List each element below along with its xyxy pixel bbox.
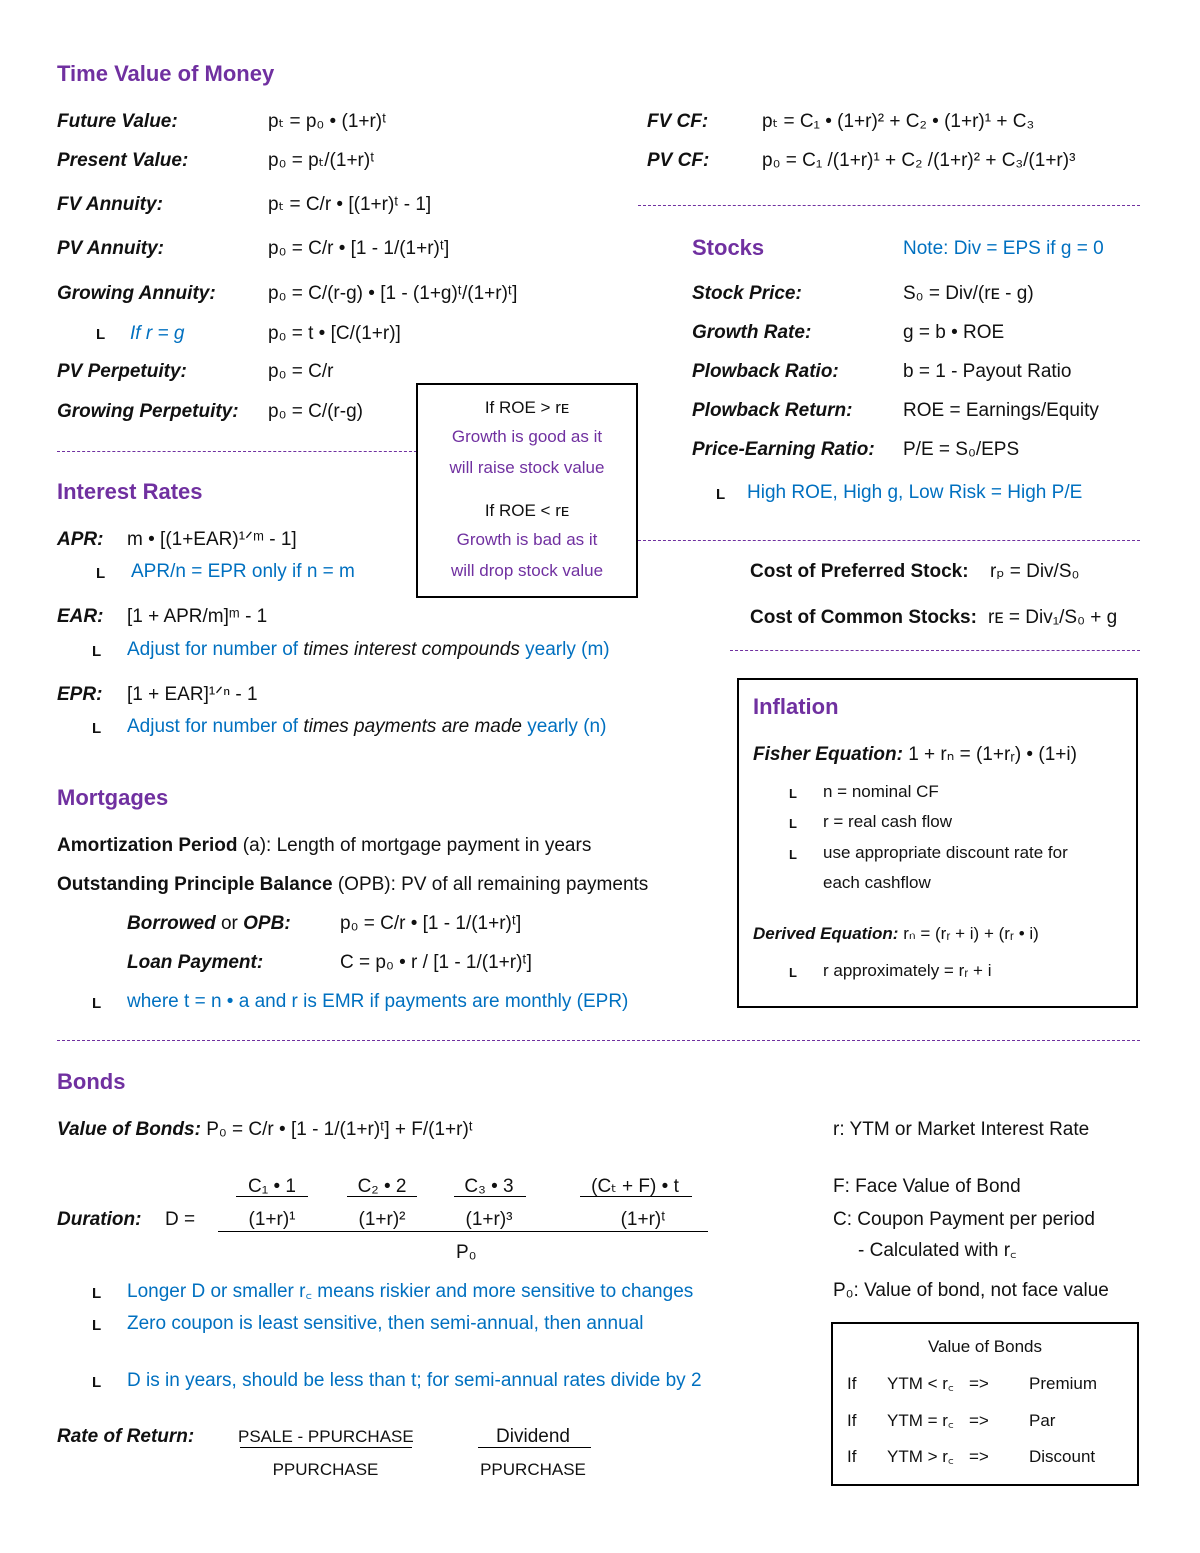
approx-note: r approximately = rᵣ + i [823, 961, 992, 980]
high-pe-note: High ROE, High g, Low Risk = High P/E [747, 482, 1083, 503]
fvcf-label: FV CF: [647, 111, 709, 132]
bond-row-arrow: => [969, 1411, 989, 1430]
pvp-label: PV Perpetuity: [57, 361, 187, 382]
fraction-bar [478, 1447, 591, 1448]
divider [638, 205, 1140, 206]
pe-label: Price-Earning Ratio: [692, 439, 875, 460]
dividend-numerator: Dividend [496, 1426, 570, 1447]
def-calc: - Calculated with r꜀ [858, 1240, 1017, 1261]
ear-note: Adjust for number of times interest compounds yearly (m) [127, 639, 610, 660]
fv-label: Future Value: [57, 111, 178, 132]
roe-box-line: will raise stock value [449, 458, 605, 477]
bond-row-arrow: => [969, 1447, 989, 1466]
fva-formula: pₜ = C/r • [(1+r)ᵗ - 1] [268, 194, 432, 215]
preferred-label: Cost of Preferred Stock: [750, 561, 969, 582]
epr-label: EPR: [57, 684, 103, 705]
inflation-note: r = real cash flow [823, 812, 952, 831]
ear-label: EAR: [57, 606, 104, 627]
epr-formula: [1 + EAR]¹ᐟⁿ - 1 [127, 684, 258, 705]
plowback-label: Plowback Ratio: [692, 361, 839, 382]
duration-note: Longer D or smaller r꜀ means riskier and more sensitive to changes [127, 1281, 694, 1302]
amortization-line: Amortization Period (a): Length of mortgage payment in years [57, 835, 592, 856]
dividend-denominator: PPURCHASE [480, 1460, 586, 1479]
bond-row-if: If [847, 1374, 857, 1393]
duration-denominator: (1+r)² [358, 1209, 406, 1230]
divider [638, 540, 1140, 541]
bullet-marker: L [92, 1374, 102, 1391]
fraction-bar [236, 1196, 308, 1197]
duration-label: Duration: [57, 1209, 142, 1230]
r-equals-g-formula: p₀ = t • [C/(1+r)] [268, 323, 401, 344]
bond-row-if: If [847, 1411, 857, 1430]
growth-label: Growth Rate: [692, 322, 812, 343]
apr-formula: m • [(1+EAR)¹ᐟᵐ - 1] [127, 529, 297, 550]
bullet-marker: L [789, 786, 797, 801]
def-p0: P₀: Value of bond, not face value [833, 1280, 1109, 1301]
tvm-heading: Time Value of Money [57, 61, 275, 86]
ror-numerator: PSALE - PPURCHASE [238, 1427, 414, 1446]
ga-formula: p₀ = C/(r-g) • [1 - (1+g)ᵗ/(1+r)ᵗ] [268, 283, 518, 304]
def-f: F: Face Value of Bond [833, 1176, 1021, 1197]
fva-label: FV Annuity: [57, 194, 163, 215]
bonds-heading: Bonds [57, 1069, 126, 1094]
divider [730, 650, 1140, 651]
bullet-marker: L [716, 486, 726, 503]
apr-note: APR/n = EPR only if n = m [131, 561, 355, 582]
inflation-note: each cashflow [823, 873, 931, 892]
bond-row-cond: YTM < r꜀ [887, 1374, 954, 1393]
pva-label: PV Annuity: [57, 238, 164, 259]
preferred-formula: rₚ = Div/S₀ [990, 561, 1080, 582]
roe-box-line: If ROE < rᴇ [484, 501, 570, 520]
bond-table-title: Value of Bonds [927, 1337, 1043, 1356]
fvcf-formula: pₜ = C₁ • (1+r)² + C₂ • (1+r)¹ + C₃ [762, 111, 1035, 132]
borrowed-label: Borrowed or OPB: [127, 913, 291, 934]
fisher-equation: Fisher Equation: 1 + rₙ = (1+rᵣ) • (1+i) [753, 744, 1077, 765]
loan-payment-label: Loan Payment: [127, 952, 264, 973]
bullet-marker: L [789, 847, 797, 862]
fraction-bar [240, 1447, 412, 1448]
pv-label: Present Value: [57, 150, 189, 171]
fraction-bar [347, 1196, 417, 1197]
bullet-marker: L [789, 965, 797, 980]
mortgages-heading: Mortgages [57, 785, 169, 810]
interest-heading: Interest Rates [57, 479, 203, 504]
bond-value-table [831, 1322, 1139, 1486]
fraction-bar [454, 1196, 526, 1197]
plowreturn-formula: ROE = Earnings/Equity [903, 400, 1099, 421]
opb-line: Outstanding Principle Balance (OPB): PV of all remaining payments [57, 874, 649, 895]
def-r: r: YTM or Market Interest Rate [833, 1119, 1090, 1140]
roe-box [416, 383, 638, 598]
roe-box-line: Growth is good as it [451, 427, 603, 446]
roe-box-line: Growth is bad as it [456, 530, 598, 549]
bullet-marker: L [789, 816, 797, 831]
inflation-heading: Inflation [753, 694, 839, 719]
plowback-formula: b = 1 - Payout Ratio [903, 361, 1072, 382]
r-equals-g-label: If r = g [130, 323, 185, 344]
duration-p0: P₀ [456, 1242, 477, 1263]
common-label: Cost of Common Stocks: [750, 607, 977, 628]
bond-row-result: Premium [1029, 1374, 1098, 1393]
bullet-marker: L [92, 720, 102, 737]
roe-box-line: will drop stock value [450, 561, 604, 580]
common-formula: rᴇ = Div₁/S₀ + g [988, 607, 1118, 628]
duration-note: Zero coupon is least sensitive, then semi-annual, then annual [127, 1313, 644, 1334]
derived-equation: Derived Equation: rₙ = (rᵣ + i) + (rᵣ • i) [753, 924, 1039, 943]
stock-price-formula: S₀ = Div/(rᴇ - g) [903, 283, 1034, 304]
loan-payment-formula: C = p₀ • r / [1 - 1/(1+r)ᵗ] [340, 952, 532, 973]
ror-denominator: PPURCHASE [272, 1460, 379, 1479]
ror-label: Rate of Return: [57, 1426, 195, 1447]
epr-note: Adjust for number of times payments are made yearly (n) [127, 716, 607, 737]
ga-label: Growing Annuity: [57, 283, 216, 304]
inflation-note: use appropriate discount rate for [823, 843, 1068, 862]
duration-numerator: C₃ • 3 [464, 1176, 514, 1197]
duration-note: D is in years, should be less than t; for semi-annual rates divide by 2 [127, 1370, 702, 1391]
bullet-marker: L [92, 643, 102, 660]
apr-label: APR: [57, 529, 104, 550]
bond-row-cond: YTM > r꜀ [887, 1447, 954, 1466]
duration-denominator: (1+r)¹ [248, 1209, 296, 1230]
def-c: C: Coupon Payment per period [833, 1209, 1095, 1230]
duration-numerator: C₁ • 1 [248, 1176, 296, 1197]
bond-row-result: Discount [1029, 1447, 1096, 1466]
fv-formula: pₜ = p₀ • (1+r)ᵗ [268, 111, 387, 132]
pva-formula: p₀ = C/r • [1 - 1/(1+r)ᵗ] [268, 238, 450, 259]
divider [57, 1040, 1140, 1041]
pv-formula: p₀ = pₜ/(1+r)ᵗ [268, 150, 375, 171]
pvp-formula: p₀ = C/r [268, 361, 334, 382]
inflation-note: n = nominal CF [823, 782, 939, 801]
bond-row-cond: YTM = r꜀ [887, 1411, 954, 1430]
ear-formula: [1 + APR/m]ᵐ - 1 [127, 606, 268, 627]
gp-label: Growing Perpetuity: [57, 401, 239, 422]
bullet-marker: L [92, 1317, 102, 1334]
duration-numerator: C₂ • 2 [357, 1176, 407, 1197]
inflation-box [737, 678, 1138, 1008]
pvcf-label: PV CF: [647, 150, 710, 171]
duration-denominator: (1+r)ᵗ [620, 1209, 666, 1230]
stocks-heading: Stocks [692, 235, 765, 260]
bond-row-arrow: => [969, 1374, 989, 1393]
mortgage-note: where t = n • a and r is EMR if payments are monthly (EPR) [127, 991, 629, 1012]
pe-formula: P/E = S₀/EPS [903, 439, 1020, 460]
roe-box-line: If ROE > rᴇ [484, 398, 570, 417]
duration-numerator: (Cₜ + F) • t [591, 1176, 679, 1197]
borrowed-formula: p₀ = C/r • [1 - 1/(1+r)ᵗ] [340, 913, 522, 934]
duration-denominator: (1+r)³ [465, 1209, 513, 1230]
duration-d: D = [165, 1209, 196, 1230]
bond-row-if: If [847, 1447, 857, 1466]
plowreturn-label: Plowback Return: [692, 400, 853, 421]
divider [57, 451, 417, 452]
stocks-note: Note: Div = EPS if g = 0 [903, 238, 1104, 259]
growth-formula: g = b • ROE [903, 322, 1005, 343]
gp-formula: p₀ = C/(r-g) [268, 401, 363, 422]
bullet-marker: L [92, 1285, 102, 1302]
fraction-bar [580, 1196, 692, 1197]
bond-value-formula: Value of Bonds: P₀ = C/r • [1 - 1/(1+r)ᵗ] + F/(1+r)ᵗ [57, 1119, 473, 1140]
stock-price-label: Stock Price: [692, 283, 802, 304]
fraction-bar [218, 1231, 708, 1232]
pvcf-formula: p₀ = C₁ /(1+r)¹ + C₂ /(1+r)² + C₃/(1+r)³ [762, 150, 1076, 171]
bullet-marker: L [96, 326, 106, 343]
bullet-marker: L [96, 565, 106, 582]
bond-row-result: Par [1029, 1411, 1056, 1430]
bullet-marker: L [92, 995, 102, 1012]
